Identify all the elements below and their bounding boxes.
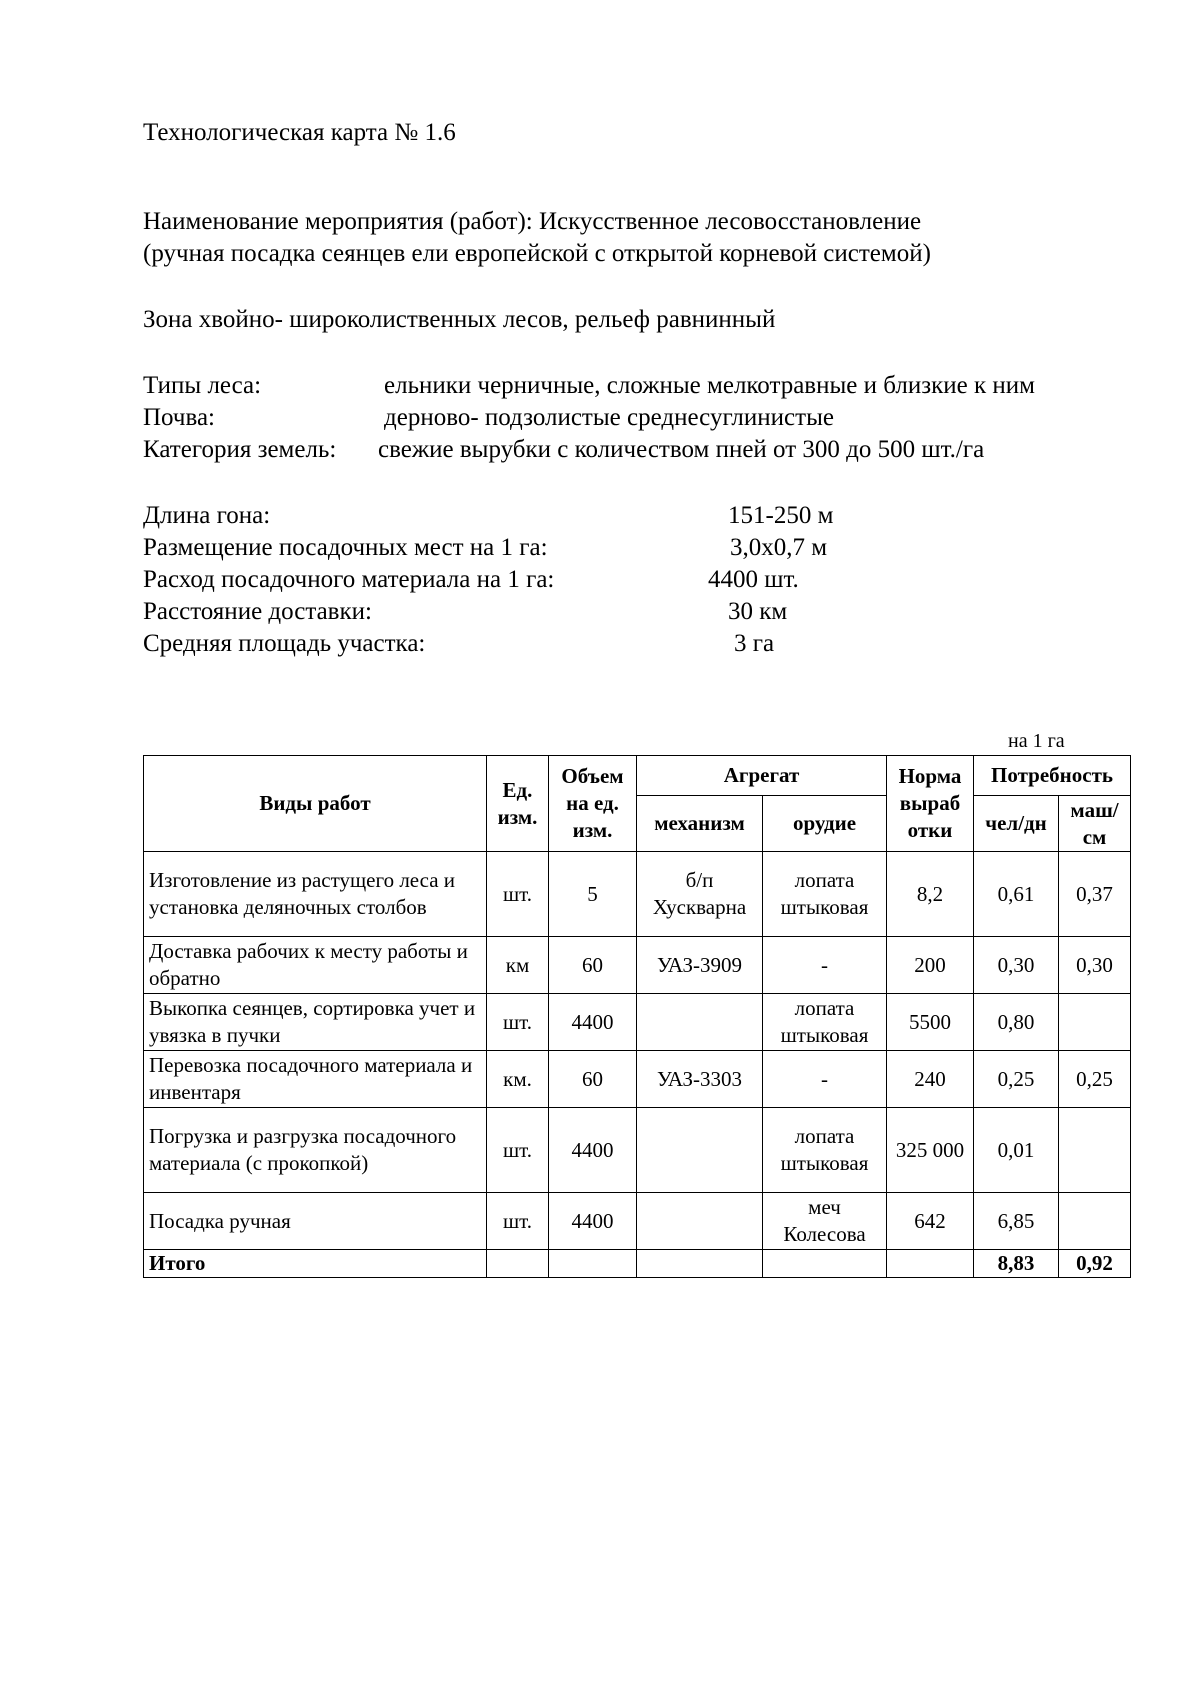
table-unit-note: на 1 га	[1008, 730, 1065, 752]
measure-name-line2: (ручная посадка сеянцев ели европейской с открытой корневой системой)	[143, 240, 931, 267]
total-label: Итого	[144, 1250, 487, 1278]
norm-cell: 8,2	[887, 852, 974, 937]
norm-cell: 200	[887, 937, 974, 994]
land-category-value: свежие вырубки с количеством пней от 300 до 500 шт./га	[378, 436, 985, 463]
document-title: Технологическая карта № 1.6	[143, 119, 456, 146]
mechanism-cell	[637, 994, 763, 1051]
param-label: Расход посадочного материала на 1 га:	[143, 566, 555, 593]
table-row	[144, 852, 1131, 937]
soil-label: Почва:	[143, 404, 215, 431]
work-cell: Изготовление из растущего леса и установка деляночных столбов	[144, 852, 487, 937]
param-value: 151-250 м	[728, 502, 834, 529]
table-total-row	[144, 1250, 1131, 1278]
header-need: Потребность	[974, 756, 1131, 796]
header-norm: Норма выраб отки	[887, 756, 974, 852]
mechanism-cell: УАЗ-3303	[637, 1051, 763, 1108]
zone-text: Зона хвойно- широколиственных лесов, рельеф равнинный	[143, 306, 776, 333]
work-cell: Посадка ручная	[144, 1193, 487, 1250]
person-days-cell: 0,61	[974, 852, 1059, 937]
volume-cell: 60	[549, 937, 637, 994]
person-days-cell: 0,01	[974, 1108, 1059, 1193]
empty-cell	[549, 1250, 637, 1278]
tool-cell: -	[763, 937, 887, 994]
table-row	[144, 994, 1131, 1051]
param-value: 30 км	[728, 598, 788, 625]
person-days-cell: 0,25	[974, 1051, 1059, 1108]
work-cell: Перевозка посадочного материала и инвентаря	[144, 1051, 487, 1108]
measure-name-line1: Наименование мероприятия (работ): Искусственное лесовосстановление	[143, 208, 922, 235]
tool-cell: меч Колесова	[763, 1193, 887, 1250]
work-cell: Доставка рабочих к месту работы и обратно	[144, 937, 487, 994]
person-days-cell: 6,85	[974, 1193, 1059, 1250]
mechanism-cell: УАЗ-3909	[637, 937, 763, 994]
machine-shifts-cell: 0,37	[1059, 852, 1131, 937]
table-row	[144, 1051, 1131, 1108]
unit-cell: шт.	[487, 1193, 549, 1250]
forest-type-label: Типы леса:	[143, 372, 262, 399]
header-person-days: чел/дн	[974, 796, 1059, 852]
norm-cell: 5500	[887, 994, 974, 1051]
tool-cell: лопата штыковая	[763, 1108, 887, 1193]
unit-cell: шт.	[487, 852, 549, 937]
empty-cell	[887, 1250, 974, 1278]
empty-cell	[487, 1250, 549, 1278]
param-label: Расстояние доставки:	[143, 598, 372, 625]
empty-cell	[763, 1250, 887, 1278]
machine-shifts-cell: 0,30	[1059, 937, 1131, 994]
norm-cell: 642	[887, 1193, 974, 1250]
header-machine-shifts: маш/ см	[1059, 796, 1131, 852]
tool-cell: лопата штыковая	[763, 994, 887, 1051]
work-cell: Погрузка и разгрузка посадочного материала (с прокопкой)	[144, 1108, 487, 1193]
header-mechanism: механизм	[637, 796, 763, 852]
volume-cell: 5	[549, 852, 637, 937]
header-unit: Ед. изм.	[487, 756, 549, 852]
header-volume: Объем на ед. изм.	[549, 756, 637, 852]
person-days-cell: 0,30	[974, 937, 1059, 994]
param-value: 3 га	[734, 630, 775, 657]
header-work-type: Виды работ	[144, 756, 487, 852]
table-row	[144, 1108, 1131, 1193]
table-row	[144, 937, 1131, 994]
person-days-cell: 0,80	[974, 994, 1059, 1051]
param-label: Размещение посадочных мест на 1 га:	[143, 534, 548, 561]
param-value: 4400 шт.	[708, 566, 799, 593]
land-category-label: Категория земель:	[143, 436, 337, 463]
machine-shifts-cell	[1059, 1193, 1131, 1250]
machine-shifts-cell: 0,25	[1059, 1051, 1131, 1108]
work-cell: Выкопка сеянцев, сортировка учет и увязка в пучки	[144, 994, 487, 1051]
mechanism-cell	[637, 1108, 763, 1193]
unit-cell: км.	[487, 1051, 549, 1108]
machine-shifts-cell	[1059, 1108, 1131, 1193]
table-header-row	[144, 756, 1131, 796]
volume-cell: 4400	[549, 1108, 637, 1193]
forest-type-value: ельники черничные, сложные мелкотравные и близкие к ним	[384, 372, 1035, 399]
param-label: Длина гона:	[143, 502, 271, 529]
works-table	[143, 755, 1131, 1278]
header-aggregate: Агрегат	[637, 756, 887, 796]
norm-cell: 325 000	[887, 1108, 974, 1193]
unit-cell: шт.	[487, 1108, 549, 1193]
param-value: 3,0х0,7 м	[730, 534, 828, 561]
mechanism-cell: б/п Хускварна	[637, 852, 763, 937]
mechanism-cell	[637, 1193, 763, 1250]
tool-cell: лопата штыковая	[763, 852, 887, 937]
volume-cell: 4400	[549, 1193, 637, 1250]
empty-cell	[637, 1250, 763, 1278]
unit-cell: км	[487, 937, 549, 994]
tool-cell: -	[763, 1051, 887, 1108]
volume-cell: 4400	[549, 994, 637, 1051]
param-label: Средняя площадь участка:	[143, 630, 426, 657]
header-tool: орудие	[763, 796, 887, 852]
machine-shifts-cell	[1059, 994, 1131, 1051]
unit-cell: шт.	[487, 994, 549, 1051]
table-row	[144, 1193, 1131, 1250]
total-machine-shifts: 0,92	[1059, 1250, 1131, 1278]
soil-value: дерново- подзолистые среднесуглинистые	[384, 404, 834, 431]
volume-cell: 60	[549, 1051, 637, 1108]
total-person-days: 8,83	[974, 1250, 1059, 1278]
norm-cell: 240	[887, 1051, 974, 1108]
